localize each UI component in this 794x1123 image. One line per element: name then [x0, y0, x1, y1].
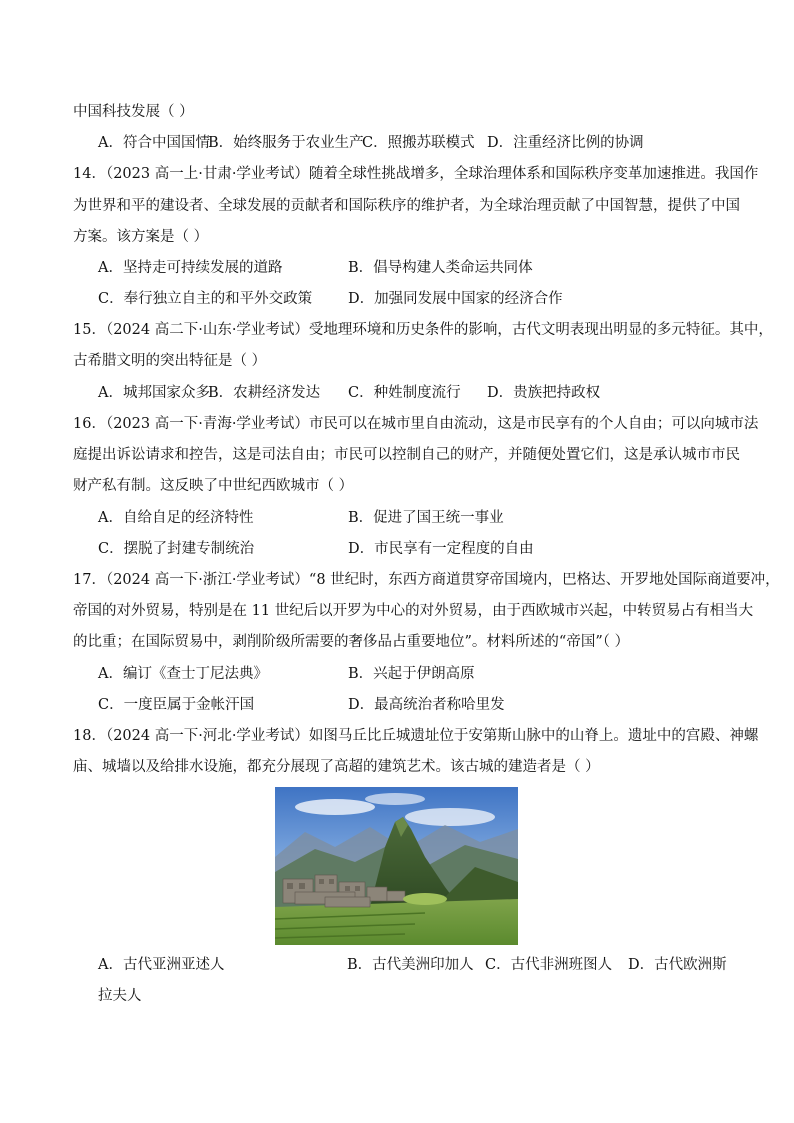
- q15-option-d[interactable]: D．贵族把持政权: [487, 385, 601, 401]
- q17-stem-line-1: 17．（2024 高一下·浙江·学业考试）“8 世纪时，东西方商道贯穿帝国境内，巴格达、开罗地处国际商道要冲，: [73, 572, 780, 588]
- q14-option-d[interactable]: D．加强同发展中国家的经济合作: [348, 291, 563, 307]
- q16-stem-line-1: 16．（2023 高一下·青海·学业考试）市民可以在城市里自由流动，这是市民享有的个人自由；可以向城市法: [73, 416, 759, 432]
- q14-stem-line-1: 14．（2023 高一上·甘肃·学业考试）随着全球性挑战增多，全球治理体系和国际秩序变革加速推进。我国作: [73, 166, 759, 182]
- q14-stem-line-3: 方案。该方案是（ ）: [73, 229, 209, 245]
- q16-option-c[interactable]: C．摆脱了封建专制统治: [98, 541, 255, 557]
- q13-stem-tail: 中国科技发展（ ）: [73, 104, 194, 120]
- q17-stem-line-3: 的比重；在国际贸易中，剥削阶级所需要的奢侈品占重要地位”。材料所述的“帝国”（ ）: [73, 634, 630, 650]
- q16-option-b[interactable]: B．促进了国王统一事业: [348, 510, 504, 526]
- q18-option-a[interactable]: A．古代亚洲亚述人: [98, 957, 225, 973]
- q15-stem-line-1: 15．（2024 高二下·山东·学业考试）受地理环境和历史条件的影响，古代文明表现出明显的多元特征。其中，: [73, 322, 773, 338]
- q15-stem-line-2: 古希腊文明的突出特征是（ ）: [73, 353, 267, 369]
- q18-option-d-continued: 拉夫人: [98, 988, 142, 1004]
- q17-option-a[interactable]: A．编订《查士丁尼法典》: [98, 666, 268, 682]
- q16-stem-line-2: 庭提出诉讼请求和控告，这是司法自由；市民可以控制自己的财产，并随便处置它们，这是承认城市市民: [73, 447, 740, 463]
- q13-option-c[interactable]: C．照搬苏联模式: [362, 135, 475, 151]
- q18-option-d[interactable]: D．古代欧洲斯: [628, 957, 727, 973]
- q15-option-c[interactable]: C．种姓制度流行: [348, 385, 461, 401]
- q14-option-a[interactable]: A．坚持走可持续发展的道路: [98, 260, 283, 276]
- machu-picchu-illustration: [275, 787, 518, 945]
- q16-option-a[interactable]: A．自给自足的经济特性: [98, 510, 254, 526]
- q18-option-b[interactable]: B．古代美洲印加人: [347, 957, 474, 973]
- q14-stem-line-2: 为世界和平的建设者、全球发展的贡献者和国际秩序的维护者，为全球治理贡献了中国智慧，提供了中国: [73, 198, 740, 214]
- q16-stem-line-3: 财产私有制。这反映了中世纪西欧城市（ ）: [73, 478, 354, 494]
- q17-stem-line-2: 帝国的对外贸易，特别是在 11 世纪后以开罗为中心的对外贸易，由于西欧城市兴起，中转贸易占有相当大: [73, 603, 754, 619]
- q15-option-a[interactable]: A．城邦国家众多: [98, 385, 210, 401]
- q14-option-c[interactable]: C．奉行独立自主的和平外交政策: [98, 291, 313, 307]
- q15-option-b[interactable]: B．农耕经济发达: [208, 385, 321, 401]
- q13-option-d[interactable]: D．注重经济比例的协调: [487, 135, 644, 151]
- q16-option-d[interactable]: D．市民享有一定程度的自由: [348, 541, 534, 557]
- machu-picchu-photo: [275, 787, 518, 945]
- q18-option-c[interactable]: C．古代非洲班图人: [485, 957, 613, 973]
- q17-option-c[interactable]: C．一度臣属于金帐汗国: [98, 697, 255, 713]
- q18-stem-line-1: 18．（2024 高一下·河北·学业考试）如图马丘比丘城遗址位于安第斯山脉中的山脊上。遗址中的宫殿、神螺: [73, 728, 759, 744]
- q14-option-b[interactable]: B．倡导构建人类命运共同体: [348, 260, 533, 276]
- q17-option-b[interactable]: B．兴起于伊朗高原: [348, 666, 475, 682]
- q17-option-d[interactable]: D．最高统治者称哈里发: [348, 697, 505, 713]
- q13-option-a[interactable]: A．符合中国国情: [98, 135, 210, 151]
- q13-option-b[interactable]: B．始终服务于农业生产: [208, 135, 364, 151]
- q18-stem-line-2: 庙、城墙以及给排水设施，都充分展现了高超的建筑艺术。该古城的建造者是（ ）: [73, 759, 600, 775]
